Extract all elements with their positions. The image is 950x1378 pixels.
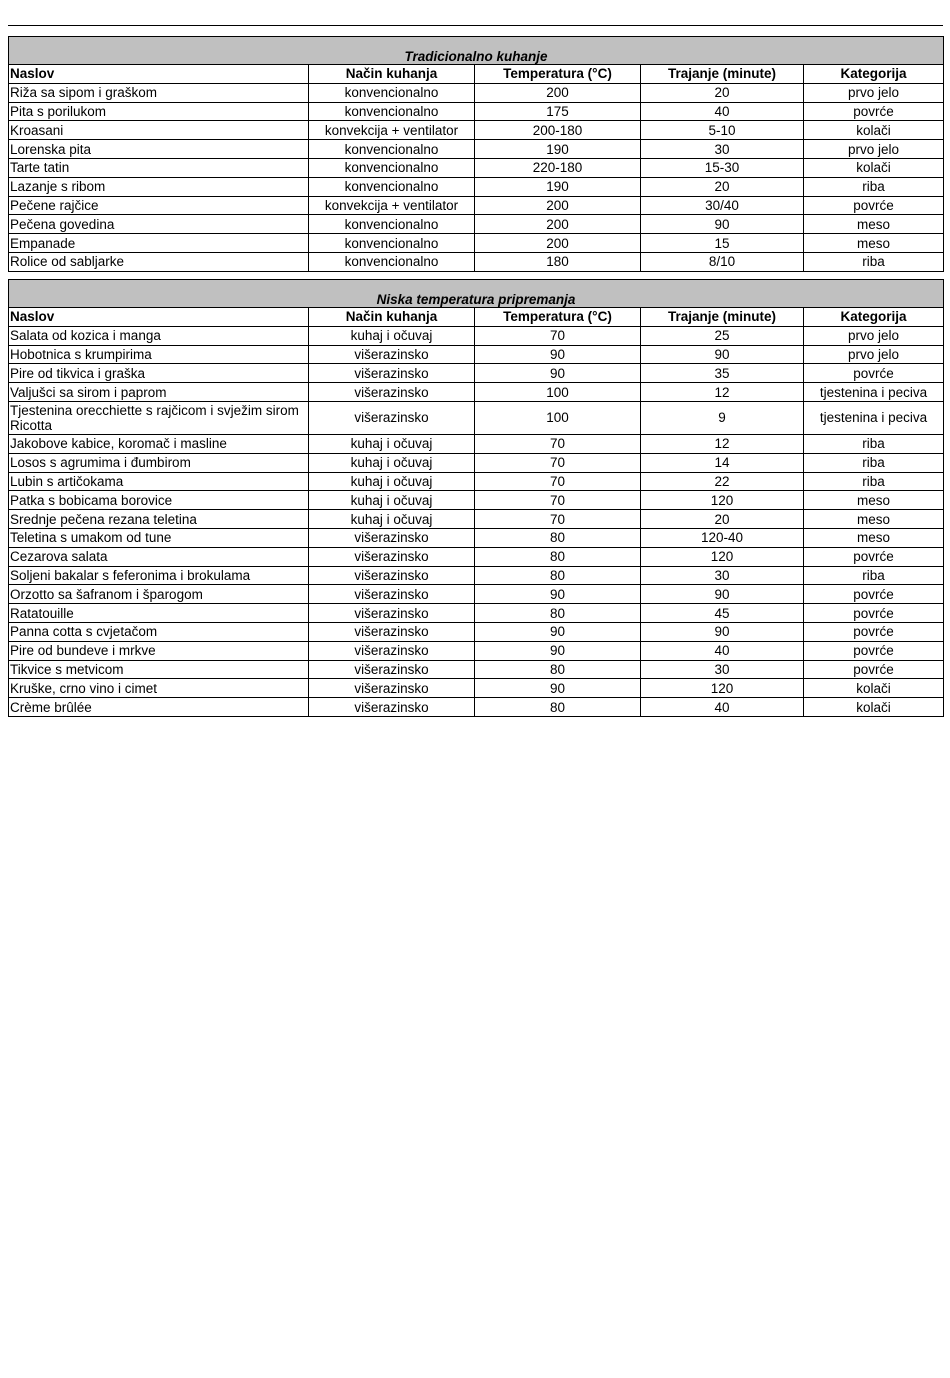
traditional-cooking-table: [8, 36, 944, 272]
cell-kategorija: meso: [804, 510, 944, 529]
cell-nacin-kuhanja: kuhaj i očuvaj: [309, 510, 475, 529]
cell-naslov: Soljeni bakalar s feferonima i brokulama: [9, 566, 309, 585]
cell-nacin-kuhanja: višerazinsko: [309, 660, 475, 679]
cell-naslov: Pire od tikvica i graška: [9, 364, 309, 383]
table-row: [9, 177, 944, 196]
header-temperatura: Temperatura (°C): [475, 65, 641, 84]
cell-nacin-kuhanja: višerazinsko: [309, 622, 475, 641]
cell-trajanje: 90: [641, 345, 804, 364]
cell-trajanje: 14: [641, 453, 804, 472]
table-row: [9, 660, 944, 679]
cell-temperatura: 180: [475, 252, 641, 271]
cell-temperatura: 200: [475, 234, 641, 253]
cell-nacin-kuhanja: višerazinsko: [309, 401, 475, 434]
cell-nacin-kuhanja: konvencionalno: [309, 215, 475, 234]
cell-temperatura: 90: [475, 679, 641, 698]
cell-temperatura: 70: [475, 491, 641, 510]
cell-nacin-kuhanja: višerazinsko: [309, 698, 475, 717]
cell-nacin-kuhanja: konvekcija + ventilator: [309, 121, 475, 140]
cell-naslov: Cezarova salata: [9, 547, 309, 566]
cell-kategorija: tjestenina i peciva: [804, 401, 944, 434]
cell-trajanje: 30/40: [641, 196, 804, 215]
header-kategorija: Kategorija: [804, 308, 944, 327]
table-row: [9, 453, 944, 472]
cell-naslov: Tjestenina orecchiette s rajčicom i svježim sirom Ricotta: [9, 401, 309, 434]
cell-temperatura: 200: [475, 196, 641, 215]
cell-kategorija: prvo jelo: [804, 345, 944, 364]
cell-naslov: Srednje pečena rezana teletina: [9, 510, 309, 529]
cell-naslov: Salata od kozica i manga: [9, 326, 309, 345]
table-title: Niska temperatura pripremanja: [9, 280, 944, 308]
cell-nacin-kuhanja: kuhaj i očuvaj: [309, 453, 475, 472]
cell-naslov: Lazanje s ribom: [9, 177, 309, 196]
cell-kategorija: meso: [804, 528, 944, 547]
cell-trajanje: 90: [641, 585, 804, 604]
table-header-row: [9, 308, 944, 327]
cell-nacin-kuhanja: višerazinsko: [309, 383, 475, 402]
cell-trajanje: 120: [641, 491, 804, 510]
cell-kategorija: riba: [804, 566, 944, 585]
cell-kategorija: tjestenina i peciva: [804, 383, 944, 402]
table-row: [9, 345, 944, 364]
cell-naslov: Valjušci sa sirom i paprom: [9, 383, 309, 402]
cell-trajanje: 40: [641, 102, 804, 121]
cell-temperatura: 200-180: [475, 121, 641, 140]
table-row: [9, 102, 944, 121]
cell-trajanje: 40: [641, 698, 804, 717]
cell-nacin-kuhanja: višerazinsko: [309, 604, 475, 623]
cell-temperatura: 70: [475, 453, 641, 472]
cell-trajanje: 5-10: [641, 121, 804, 140]
cell-trajanje: 20: [641, 83, 804, 102]
cell-naslov: Lorenska pita: [9, 140, 309, 159]
cell-trajanje: 9: [641, 401, 804, 434]
cell-nacin-kuhanja: višerazinsko: [309, 585, 475, 604]
top-rule: [8, 25, 943, 26]
cell-temperatura: 80: [475, 566, 641, 585]
table-row: [9, 622, 944, 641]
cell-nacin-kuhanja: višerazinsko: [309, 547, 475, 566]
cell-trajanje: 120: [641, 679, 804, 698]
cell-temperatura: 200: [475, 83, 641, 102]
cell-temperatura: 80: [475, 528, 641, 547]
table-row: [9, 434, 944, 453]
cell-kategorija: riba: [804, 177, 944, 196]
cell-kategorija: povrće: [804, 196, 944, 215]
cell-trajanje: 8/10: [641, 252, 804, 271]
cell-naslov: Hobotnica s krumpirima: [9, 345, 309, 364]
cell-nacin-kuhanja: konvencionalno: [309, 177, 475, 196]
cell-nacin-kuhanja: višerazinsko: [309, 566, 475, 585]
cell-naslov: Riža sa sipom i graškom: [9, 83, 309, 102]
cell-temperatura: 70: [475, 434, 641, 453]
low-temperature-table: [8, 279, 944, 717]
header-nacin-kuhanja: Način kuhanja: [309, 65, 475, 84]
cell-trajanje: 45: [641, 604, 804, 623]
table-row: [9, 234, 944, 253]
header-trajanje: Trajanje (minute): [641, 65, 804, 84]
cell-temperatura: 190: [475, 140, 641, 159]
cell-kategorija: povrće: [804, 547, 944, 566]
cell-temperatura: 175: [475, 102, 641, 121]
cell-trajanje: 90: [641, 215, 804, 234]
cell-temperatura: 80: [475, 547, 641, 566]
cell-nacin-kuhanja: kuhaj i očuvaj: [309, 491, 475, 510]
cell-naslov: Jakobove kabice, koromač i masline: [9, 434, 309, 453]
cell-kategorija: riba: [804, 434, 944, 453]
cell-kategorija: povrće: [804, 102, 944, 121]
cell-kategorija: kolači: [804, 121, 944, 140]
cell-kategorija: meso: [804, 491, 944, 510]
cell-temperatura: 220-180: [475, 158, 641, 177]
cell-trajanje: 22: [641, 472, 804, 491]
table-title: Tradicionalno kuhanje: [9, 37, 944, 65]
table-row: [9, 698, 944, 717]
cell-trajanje: 15: [641, 234, 804, 253]
cell-naslov: Teletina s umakom od tune: [9, 528, 309, 547]
header-nacin-kuhanja: Način kuhanja: [309, 308, 475, 327]
cell-naslov: Pečene rajčice: [9, 196, 309, 215]
header-naslov: Naslov: [9, 65, 309, 84]
table-row: [9, 401, 944, 434]
table-row: [9, 566, 944, 585]
cell-temperatura: 100: [475, 383, 641, 402]
table-title-row: [9, 280, 944, 308]
table-row: [9, 641, 944, 660]
cell-naslov: Tikvice s metvicom: [9, 660, 309, 679]
cell-naslov: Panna cotta s cvjetačom: [9, 622, 309, 641]
cell-trajanje: 120-40: [641, 528, 804, 547]
header-naslov: Naslov: [9, 308, 309, 327]
cell-trajanje: 12: [641, 383, 804, 402]
cell-nacin-kuhanja: konvekcija + ventilator: [309, 196, 475, 215]
cell-nacin-kuhanja: višerazinsko: [309, 345, 475, 364]
cell-nacin-kuhanja: višerazinsko: [309, 528, 475, 547]
cell-temperatura: 90: [475, 345, 641, 364]
cell-nacin-kuhanja: konvencionalno: [309, 140, 475, 159]
cell-nacin-kuhanja: kuhaj i očuvaj: [309, 326, 475, 345]
cell-nacin-kuhanja: višerazinsko: [309, 679, 475, 698]
cell-kategorija: povrće: [804, 622, 944, 641]
cell-trajanje: 15-30: [641, 158, 804, 177]
cell-kategorija: povrće: [804, 364, 944, 383]
cell-naslov: Kruške, crno vino i cimet: [9, 679, 309, 698]
cell-kategorija: prvo jelo: [804, 326, 944, 345]
cell-trajanje: 30: [641, 566, 804, 585]
cell-temperatura: 90: [475, 641, 641, 660]
table-row: [9, 679, 944, 698]
cell-trajanje: 35: [641, 364, 804, 383]
cell-trajanje: 40: [641, 641, 804, 660]
cell-kategorija: povrće: [804, 660, 944, 679]
cell-trajanje: 30: [641, 140, 804, 159]
cell-trajanje: 120: [641, 547, 804, 566]
cell-kategorija: kolači: [804, 698, 944, 717]
cell-kategorija: kolači: [804, 158, 944, 177]
cell-nacin-kuhanja: konvencionalno: [309, 102, 475, 121]
cell-naslov: Tarte tatin: [9, 158, 309, 177]
header-temperatura: Temperatura (°C): [475, 308, 641, 327]
table-row: [9, 215, 944, 234]
cell-kategorija: povrće: [804, 604, 944, 623]
cell-naslov: Patka s bobicama borovice: [9, 491, 309, 510]
header-trajanje: Trajanje (minute): [641, 308, 804, 327]
cell-temperatura: 70: [475, 472, 641, 491]
cell-nacin-kuhanja: višerazinsko: [309, 641, 475, 660]
cell-naslov: Lubin s artičokama: [9, 472, 309, 491]
cell-kategorija: povrće: [804, 641, 944, 660]
cell-temperatura: 80: [475, 604, 641, 623]
cell-naslov: Orzotto sa šafranom i šparogom: [9, 585, 309, 604]
table-row: [9, 121, 944, 140]
cell-temperatura: 80: [475, 660, 641, 679]
table-row: [9, 604, 944, 623]
table-row: [9, 83, 944, 102]
table-row: [9, 585, 944, 604]
cell-temperatura: 70: [475, 510, 641, 529]
cell-naslov: Pire od bundeve i mrkve: [9, 641, 309, 660]
cell-nacin-kuhanja: kuhaj i očuvaj: [309, 472, 475, 491]
table-row: [9, 510, 944, 529]
cell-kategorija: prvo jelo: [804, 83, 944, 102]
table-row: [9, 140, 944, 159]
table-row: [9, 491, 944, 510]
cell-trajanje: 12: [641, 434, 804, 453]
table-row: [9, 326, 944, 345]
cell-kategorija: kolači: [804, 679, 944, 698]
cell-nacin-kuhanja: kuhaj i očuvaj: [309, 434, 475, 453]
cell-temperatura: 80: [475, 698, 641, 717]
table-row: [9, 547, 944, 566]
table-header-row: [9, 65, 944, 84]
table-title-row: [9, 37, 944, 65]
cell-naslov: Kroasani: [9, 121, 309, 140]
cell-kategorija: meso: [804, 215, 944, 234]
cell-kategorija: meso: [804, 234, 944, 253]
cell-temperatura: 100: [475, 401, 641, 434]
table-row: [9, 252, 944, 271]
cell-naslov: Empanade: [9, 234, 309, 253]
cell-trajanje: 20: [641, 177, 804, 196]
cell-naslov: Pečena govedina: [9, 215, 309, 234]
table-row: [9, 364, 944, 383]
cell-naslov: Pita s porilukom: [9, 102, 309, 121]
cell-temperatura: 70: [475, 326, 641, 345]
cell-nacin-kuhanja: konvencionalno: [309, 234, 475, 253]
table-row: [9, 528, 944, 547]
cell-temperatura: 90: [475, 585, 641, 604]
cell-kategorija: prvo jelo: [804, 140, 944, 159]
cell-naslov: Rolice od sabljarke: [9, 252, 309, 271]
cell-nacin-kuhanja: konvencionalno: [309, 252, 475, 271]
cell-trajanje: 30: [641, 660, 804, 679]
header-kategorija: Kategorija: [804, 65, 944, 84]
cell-nacin-kuhanja: konvencionalno: [309, 83, 475, 102]
cell-kategorija: riba: [804, 453, 944, 472]
cell-temperatura: 90: [475, 364, 641, 383]
cell-trajanje: 25: [641, 326, 804, 345]
cell-trajanje: 90: [641, 622, 804, 641]
table-row: [9, 196, 944, 215]
cell-trajanje: 20: [641, 510, 804, 529]
cell-nacin-kuhanja: višerazinsko: [309, 364, 475, 383]
table-row: [9, 472, 944, 491]
cell-temperatura: 200: [475, 215, 641, 234]
cell-naslov: Ratatouille: [9, 604, 309, 623]
cell-kategorija: riba: [804, 472, 944, 491]
cell-nacin-kuhanja: konvencionalno: [309, 158, 475, 177]
cell-kategorija: riba: [804, 252, 944, 271]
cell-temperatura: 90: [475, 622, 641, 641]
cell-kategorija: povrće: [804, 585, 944, 604]
cell-naslov: Losos s agrumima i đumbirom: [9, 453, 309, 472]
table-row: [9, 158, 944, 177]
table-row: [9, 383, 944, 402]
cell-temperatura: 190: [475, 177, 641, 196]
cell-naslov: Crème brûlée: [9, 698, 309, 717]
